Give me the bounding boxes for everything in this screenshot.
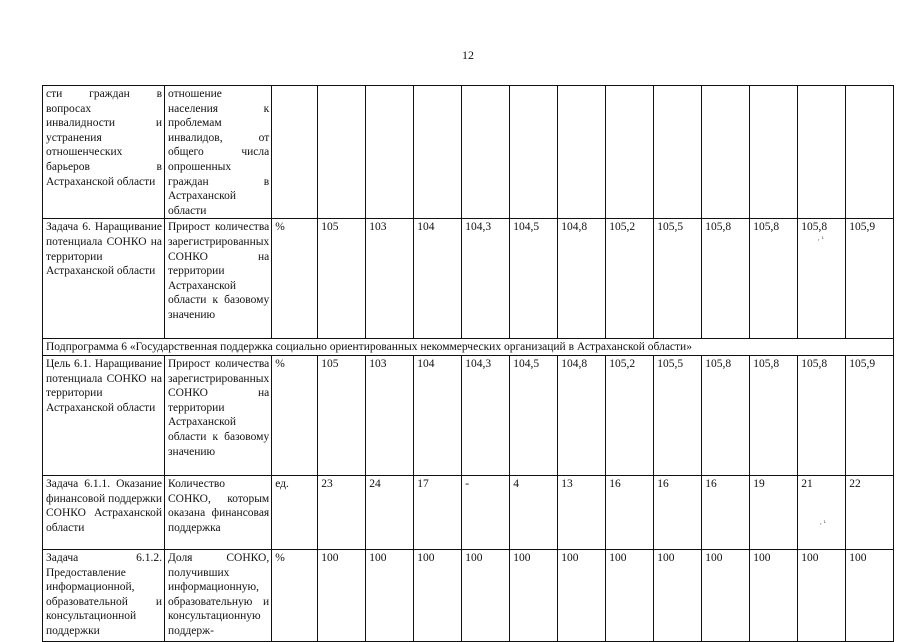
unit-cell: % <box>272 219 318 339</box>
value-cell: 100 <box>606 549 654 641</box>
value-cell: 105,8 <box>702 219 750 339</box>
value-cell: 16 <box>606 475 654 549</box>
scan-artifact: ᵣ ¹ <box>818 236 824 243</box>
value-cell: 100 <box>318 549 366 641</box>
value-cell: - <box>462 475 510 549</box>
value-cell: 17 <box>414 475 462 549</box>
value-cell <box>414 86 462 219</box>
value-cell: 16 <box>654 475 702 549</box>
goal-cell: Задача 6. Наращивание потенциала СОНКО на территории Астраханской области <box>43 219 165 339</box>
value-cell <box>510 86 558 219</box>
section-header: Подпрограмма 6 «Государственная поддержка социально ориентированных некоммерческих организаций в Астраханской области» <box>43 339 894 356</box>
table-row <box>43 355 894 475</box>
unit-cell: % <box>272 355 318 475</box>
unit-cell: % <box>272 549 318 641</box>
value-cell <box>846 86 894 219</box>
value-cell: 104,8 <box>558 355 606 475</box>
value-cell <box>702 86 750 219</box>
value-cell: 21 <box>798 475 846 549</box>
indicator-cell: Прирост количества зарегистрированных СОНКО на территории Астраханской области к базовому значению <box>165 219 272 339</box>
goal-cell: Цель 6.1. Наращивание потенциала СОНКО на территории Астраханской области <box>43 355 165 475</box>
value-cell: 100 <box>558 549 606 641</box>
value-cell <box>750 86 798 219</box>
value-cell: 104,8 <box>558 219 606 339</box>
value-cell: 22 <box>846 475 894 549</box>
value-cell: 100 <box>510 549 558 641</box>
value-cell: 105 <box>318 355 366 475</box>
value-cell: 13 <box>558 475 606 549</box>
value-cell: 19 <box>750 475 798 549</box>
value-cell <box>606 86 654 219</box>
value-cell: 105,8 <box>798 219 846 339</box>
table-row <box>43 475 894 549</box>
value-cell: 104 <box>414 355 462 475</box>
value-cell: 24 <box>366 475 414 549</box>
value-cell: 104,5 <box>510 355 558 475</box>
scan-artifact: ᵣ ¹ <box>820 520 826 527</box>
value-cell: 105,8 <box>750 355 798 475</box>
value-cell <box>366 86 414 219</box>
value-cell: 105,5 <box>654 219 702 339</box>
indicator-cell: Количество СОНКО, которым оказана финансовая поддержка <box>165 475 272 549</box>
value-cell: 105,2 <box>606 355 654 475</box>
value-cell: 103 <box>366 355 414 475</box>
value-cell: 104,5 <box>510 219 558 339</box>
value-cell: 100 <box>798 549 846 641</box>
goal-cell: Задача 6.1.2. Предоставление информационной, образовательной и консультационной поддержки <box>43 549 165 641</box>
value-cell: 104,3 <box>462 219 510 339</box>
value-cell: 105,5 <box>654 355 702 475</box>
section-row <box>43 339 894 356</box>
value-cell: 105,9 <box>846 219 894 339</box>
unit-cell <box>272 86 318 219</box>
value-cell: 105,9 <box>846 355 894 475</box>
indicator-cell: отношение населения к проблемам инвалидов, от общего числа опрошенных граждан в Астраханской области <box>165 86 272 219</box>
goal-cell: сти граждан в вопросах инвалидности и устранения отношенческих барьеров в Астраханской области <box>43 86 165 219</box>
goal-cell: Задача 6.1.1. Оказание финансовой поддержки СОНКО Астраханской области <box>43 475 165 549</box>
value-cell <box>654 86 702 219</box>
value-cell <box>558 86 606 219</box>
value-cell: 105,8 <box>750 219 798 339</box>
value-cell: 105,2 <box>606 219 654 339</box>
value-cell: 100 <box>414 549 462 641</box>
value-cell: 100 <box>366 549 414 641</box>
value-cell: 105 <box>318 219 366 339</box>
value-cell: 100 <box>702 549 750 641</box>
value-cell: 100 <box>654 549 702 641</box>
value-cell: 100 <box>462 549 510 641</box>
indicator-cell: Прирост количества зарегистрированных СОНКО на территории Астраханской области к базовому значению <box>165 355 272 475</box>
value-cell <box>462 86 510 219</box>
value-cell: 104,3 <box>462 355 510 475</box>
value-cell: 105,8 <box>702 355 750 475</box>
page-number: 12 <box>462 48 474 62</box>
value-cell: 100 <box>750 549 798 641</box>
value-cell <box>798 86 846 219</box>
indicator-cell: Доля СОНКО, получивших информационную, образовательную и консультационную поддерж- <box>165 549 272 641</box>
table-row <box>43 86 894 219</box>
value-cell: 104 <box>414 219 462 339</box>
table-row <box>43 219 894 339</box>
value-cell: 105,8 <box>798 355 846 475</box>
value-cell: 100 <box>846 549 894 641</box>
value-cell: 16 <box>702 475 750 549</box>
indicator-table <box>42 85 894 642</box>
value-cell: 4 <box>510 475 558 549</box>
value-cell: 103 <box>366 219 414 339</box>
unit-cell: ед. <box>272 475 318 549</box>
value-cell <box>318 86 366 219</box>
value-cell: 23 <box>318 475 366 549</box>
table-row <box>43 549 894 641</box>
